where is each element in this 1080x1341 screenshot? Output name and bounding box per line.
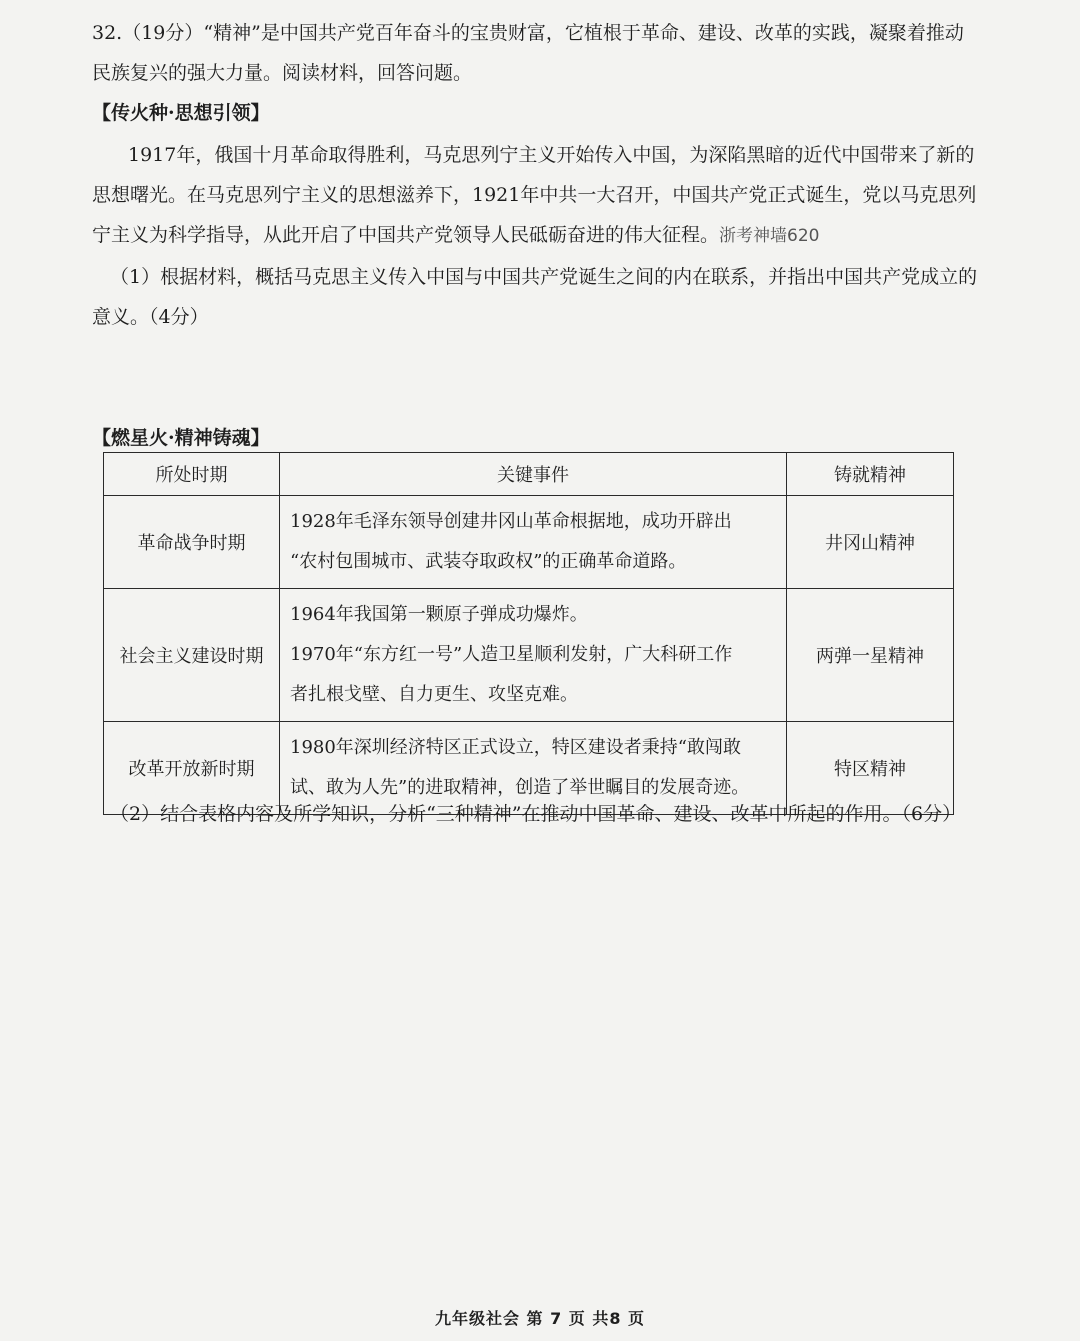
section1-paragraph-line-1: 1917年，俄国十月革命取得胜利，马克思列宁主义开始传入中国，为深陷黑暗的近代中国带来了新的 xyxy=(128,144,975,166)
row-events xyxy=(280,589,787,722)
question-intro-line-1: 32.（19分）“精神”是中国共产党百年奋斗的宝贵财富，它植根于革命、建设、改革的实践，凝聚着推动 xyxy=(92,22,964,44)
watermark-text: 浙考神墙620 xyxy=(719,226,820,246)
row-spirit: 井冈山精神 xyxy=(787,496,954,589)
question1-line-1: （1）根据材料，概括马克思主义传入中国与中国共产党诞生之间的内在联系，并指出中国共产党成立的 xyxy=(110,266,978,288)
section1-paragraph-line-2: 思想曙光。在马克思列宁主义的思想滋养下，1921年中共一大召开，中国共产党正式诞生，党以马克思列 xyxy=(92,184,977,206)
spirit-table xyxy=(103,452,954,815)
event-line: 者扎根戈壁、自力更生、攻坚克难。 xyxy=(290,684,578,705)
row-events xyxy=(280,496,787,589)
section1-title: 【传火种·思想引领】 xyxy=(92,102,270,124)
event-line: “农村包围城市、武装夺取政权”的正确革命道路。 xyxy=(290,551,687,572)
event-line: 1928年毛泽东领导创建井冈山革命根据地，成功开辟出 xyxy=(290,511,732,532)
question-intro-line-2: 民族复兴的强大力量。阅读材料，回答问题。 xyxy=(92,62,473,84)
section2-title: 【燃星火·精神铸魂】 xyxy=(92,427,270,449)
header-period: 所处时期 xyxy=(104,453,280,496)
header-events: 关键事件 xyxy=(280,453,787,496)
row-period: 革命战争时期 xyxy=(104,496,280,589)
header-spirit: 铸就精神 xyxy=(787,453,954,496)
row-spirit: 两弹一星精神 xyxy=(787,589,954,722)
table-row xyxy=(104,589,954,722)
event-line: 试、敢为人先”的进取精神，创造了举世瞩目的发展奇迹。 xyxy=(290,777,750,798)
event-line: 1980年深圳经济特区正式设立，特区建设者秉持“敢闯敢 xyxy=(290,737,742,758)
question2-line: （2）结合表格内容及所学知识，分析“三种精神”在推动中国革命、建设、改革中所起的作用。（6分） xyxy=(110,803,962,825)
page-footer: 九年级社会 第 7 页 共8 页 xyxy=(434,1309,646,1328)
row-period: 社会主义建设时期 xyxy=(104,589,280,722)
section1-paragraph-line-3 xyxy=(92,222,997,249)
table-row xyxy=(104,496,954,589)
row-period: 改革开放新时期 xyxy=(104,722,280,815)
section1-paragraph-text: 宁主义为科学指导，从此开启了中国共产党领导人民砥砺奋进的伟大征程。 xyxy=(92,224,720,246)
table-header-row xyxy=(104,453,954,496)
row-spirit: 特区精神 xyxy=(787,722,954,815)
question1-line-2: 意义。（4分） xyxy=(92,306,209,328)
event-line: 1964年我国第一颗原子弹成功爆炸。 xyxy=(290,604,588,625)
event-line: 1970年“东方红一号”人造卫星顺利发射，广大科研工作 xyxy=(290,644,733,665)
